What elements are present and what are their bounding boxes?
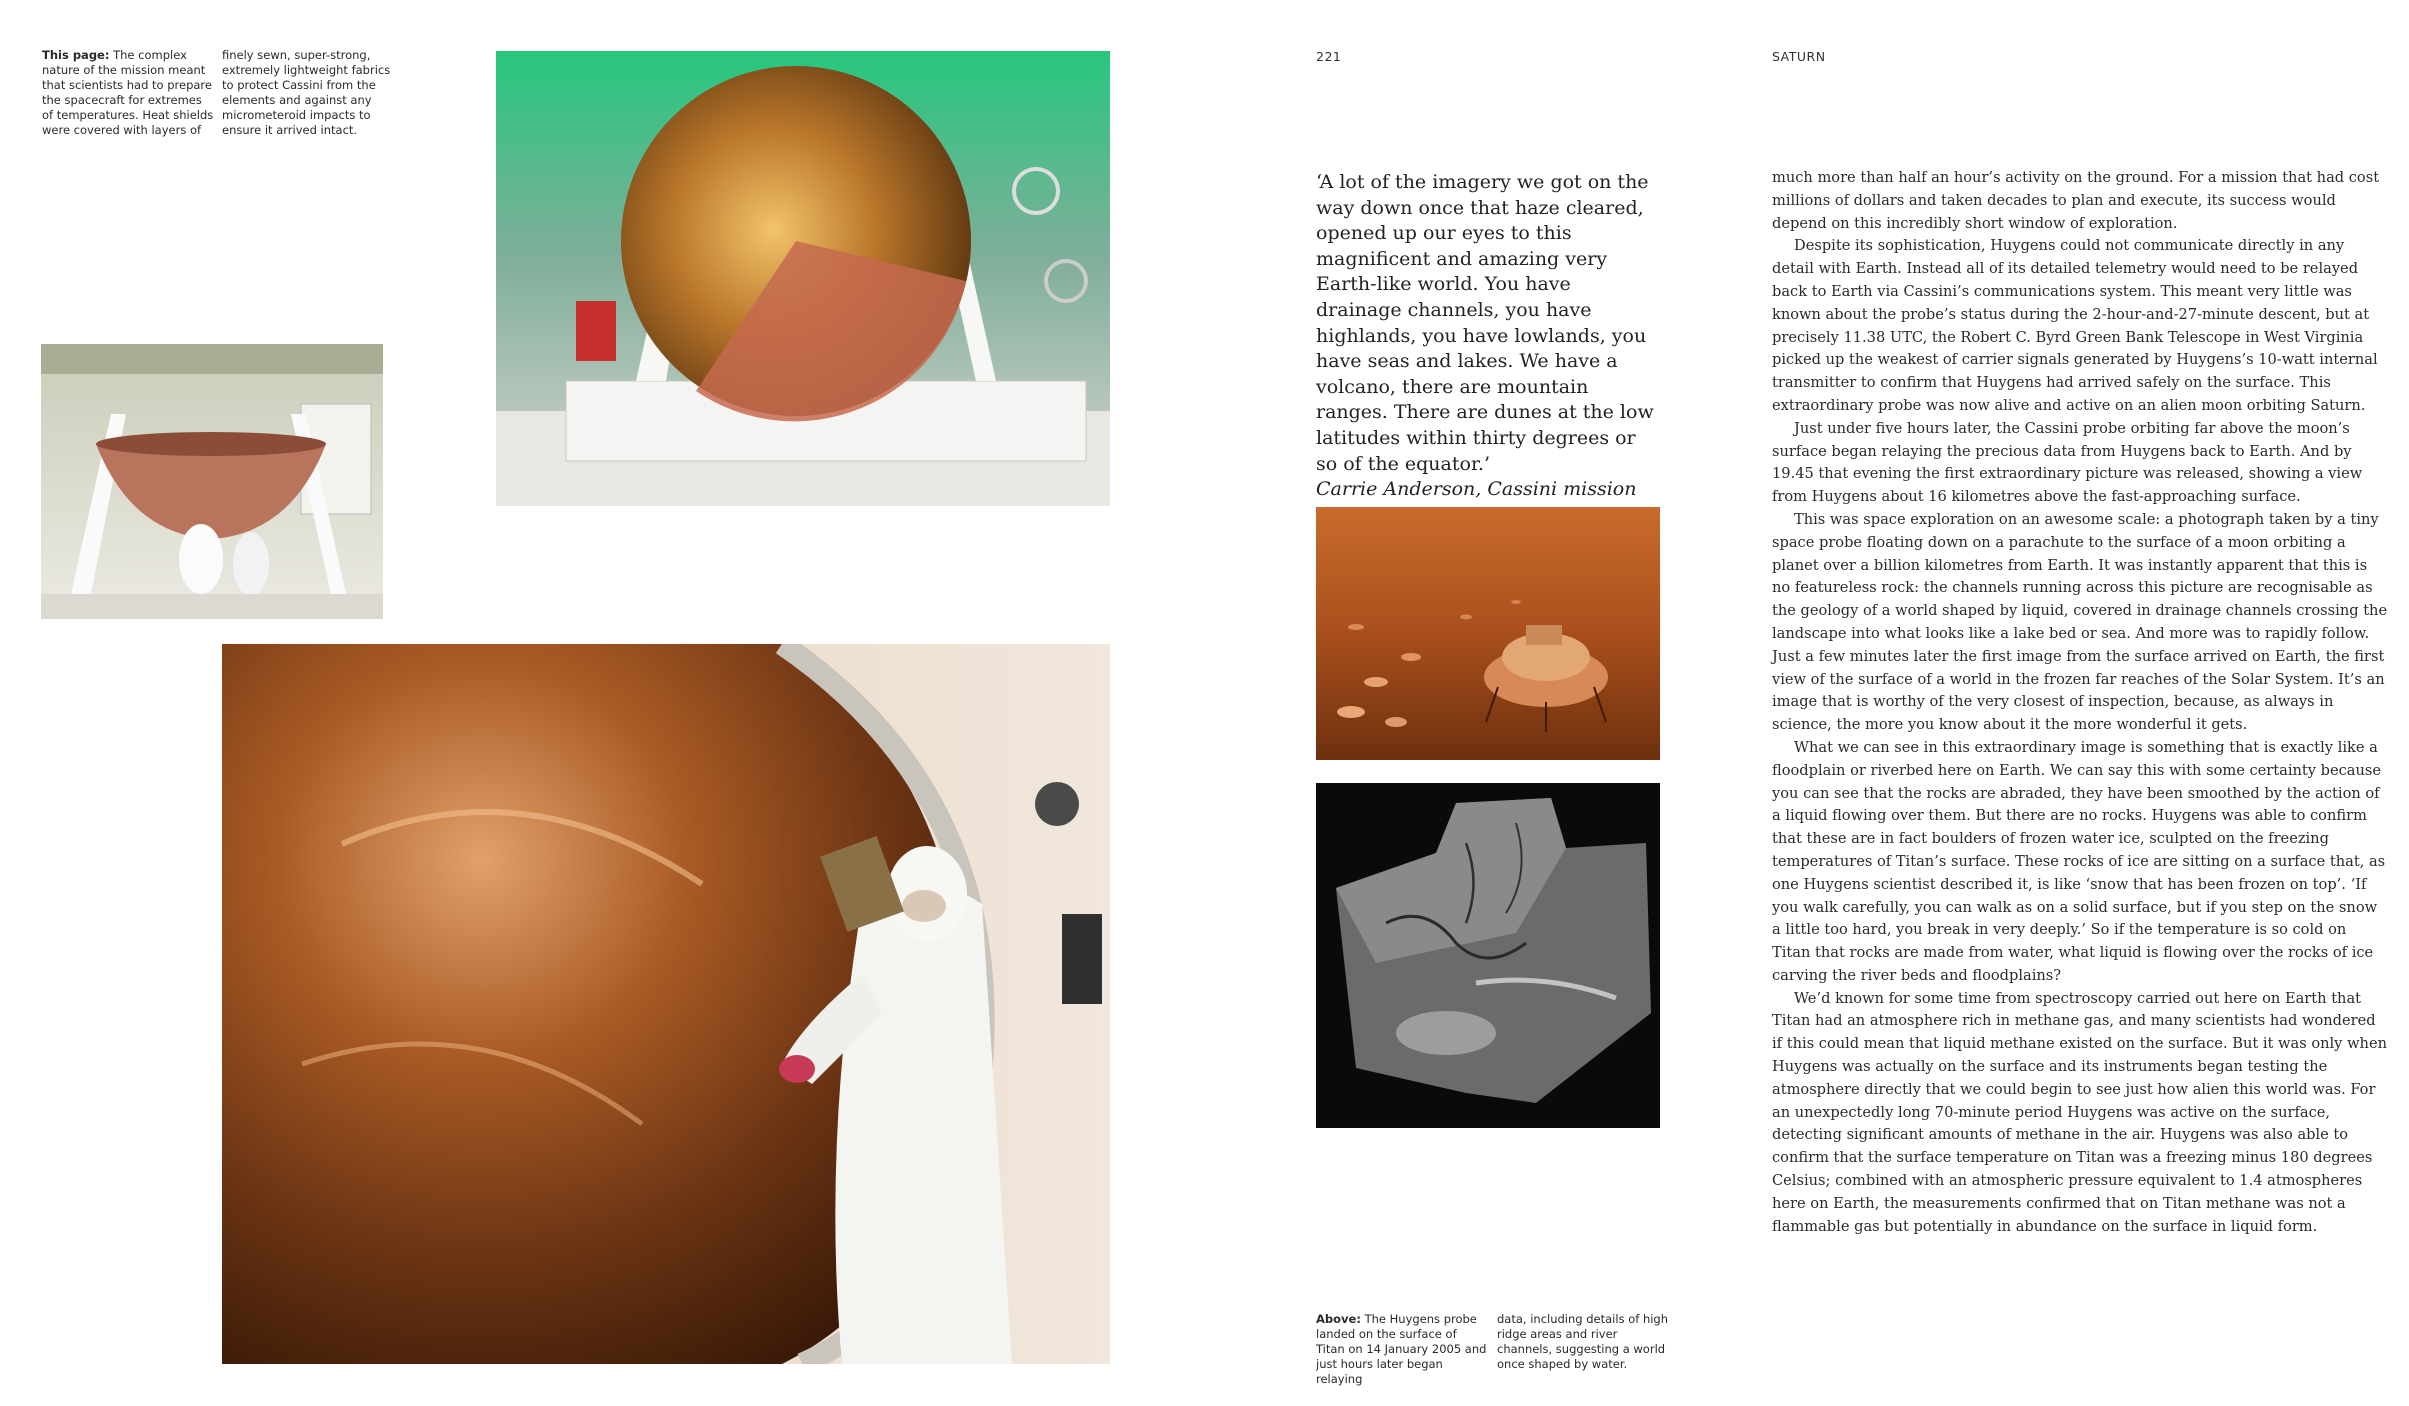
photo-titan-mosaic	[1316, 783, 1660, 1128]
caption-text: The Huygens probe landed on the surface of Titan on 14 January 2005 and just hours later began relaying	[1316, 1312, 1487, 1386]
caption-text: finely sewn, super-strong, extremely lightweight fabrics to protect Cassini from the elements and against any micrometeroid impacts to ensure it arrived intact.	[222, 48, 391, 137]
body-text	[1772, 167, 2388, 1238]
body-paragraph: much more than half an hour’s activity on the ground. For a mission that had cost millions of dollars and taken decades to plan and execute, its success would depend on this incredibly short window of exploration.	[1772, 169, 2380, 232]
body-paragraph: We’d known for some time from spectroscopy carried out here on Earth that Titan had an atmosphere rich in methane gas, and many scientists had wondered if this could mean that liquid methane existed on the surface. But it was only when Huygens was actually on the surface and its instruments began testing the atmosphere directly that we could begin to see just how alien this world was. For an unexpectedly long 70-minute period Huygens was active on the surface, detecting significant amounts of methane in the air. Huygens was also able to confirm that the surface temperature on Titan was a freezing minus 180 degrees Celsius; combined with an atmospheric pressure equivalent to 1.4 atmospheres here on Earth, the measurements confirmed that on Titan methane was not a flammable gas but potentially in abundance on the surface in liquid form.	[1772, 989, 2387, 1235]
caption-left-col2	[222, 48, 392, 138]
body-paragraph: This was space exploration on an awesome scale: a photograph taken by a tiny space probe floating down on a parachute to the surface of a moon orbiting a planet over a billion kilometres from Earth. It was instantly apparent that this is no featureless rock: the channels running across this picture are recognisable as the geology of a world shaped by liquid, covered in drainage channels crossing the landscape into what looks like a lake bed or sea. And more was to rapidly follow. Just a few minutes later the first image from the surface arrived on Earth, the first view of the surface of a world in the frozen far reaches of the Solar System. It’s an image that is worthy of the very closest of inspection, because, as always in science, the more you know about it the more wonderful it gets.	[1772, 510, 2388, 734]
photo-shield-cleanroom	[41, 344, 383, 619]
page-number: 221	[1316, 49, 1342, 64]
caption-right-col2	[1497, 1312, 1669, 1372]
caption-right-col1	[1316, 1312, 1488, 1387]
caption-text: data, including details of high ridge areas and river channels, suggesting a world once shaped by water.	[1497, 1312, 1669, 1371]
photo-technician-copper-shield	[222, 644, 1110, 1364]
running-head: SATURN	[1772, 49, 1826, 64]
body-paragraph: Despite its sophistication, Huygens could not communicate directly in any detail with Earth. Instead all of its detailed telemetry would need to be relayed back to Earth via Cassini’s communications system. This meant very little was known about the probe’s status during the 2-hour-and-27-minute descent, but at precisely 11.38 UTC, the Robert C. Byrd Green Bank Telescope in West Virginia picked up the weakest of carrier signals generated by Huygens’s 10-watt internal transmitter to confirm that Huygens had arrived safely on the surface. This extraordinary probe was now alive and active on an alien moon orbiting Saturn.	[1772, 237, 2378, 414]
photo-huygens-titan-surface	[1316, 507, 1660, 760]
caption-lead: Above:	[1316, 1312, 1361, 1326]
caption-lead: This page:	[42, 48, 110, 62]
pull-quote-attribution: Carrie Anderson, Cassini mission	[1316, 478, 1637, 501]
pull-quote-text: ‘A lot of the imagery we got on the way down once that haze cleared, opened up our eyes to this magnificent and amazing very Earth-like world. You have drainage channels, you have highlands, you have lowlands, you have seas and lakes. We have a volcano, there are mountain ranges. There are dunes at the low latitudes within thirty degrees or so of the equator.’	[1316, 171, 1654, 475]
caption-left-col1	[42, 48, 214, 138]
pull-quote	[1316, 170, 1656, 503]
caption-text: The complex nature of the mission meant that scientists had to prepare the spacecraft for extremes of temperatures. Heat shields were covered with layers of	[42, 48, 214, 137]
body-paragraph: Just under five hours later, the Cassini probe orbiting far above the moon’s surface began relaying the precious data from Huygens back to Earth. And by 19.45 that evening the first extraordinary picture was released, showing a view from Huygens about 16 kilometres above the fast-approaching surface.	[1772, 419, 2363, 506]
body-paragraph: What we can see in this extraordinary image is something that is exactly like a floodplain or riverbed here on Earth. We can say this with some certainty because you can see that the rocks are abraded, they have been smoothed by the action of a liquid flowing over them. But there are no rocks. Huygens was able to confirm that these are in fact boulders of frozen water ice, sculpted on the freezing temperatures of Titan’s surface. These rocks of ice are sitting on a surface that, as one Huygens scientist described it, is like ‘snow that has been frozen on top’. ‘If you walk carefully, you can walk as on a solid surface, but if you step on the snow a little too hard, you break in very deeply.’ So if the temperature is so cold on Titan that rocks are made from water, what liquid is flowing over the rocks of ice carving the river beds and floodplains?	[1772, 738, 2386, 984]
photo-heat-shield-stand	[496, 51, 1110, 506]
